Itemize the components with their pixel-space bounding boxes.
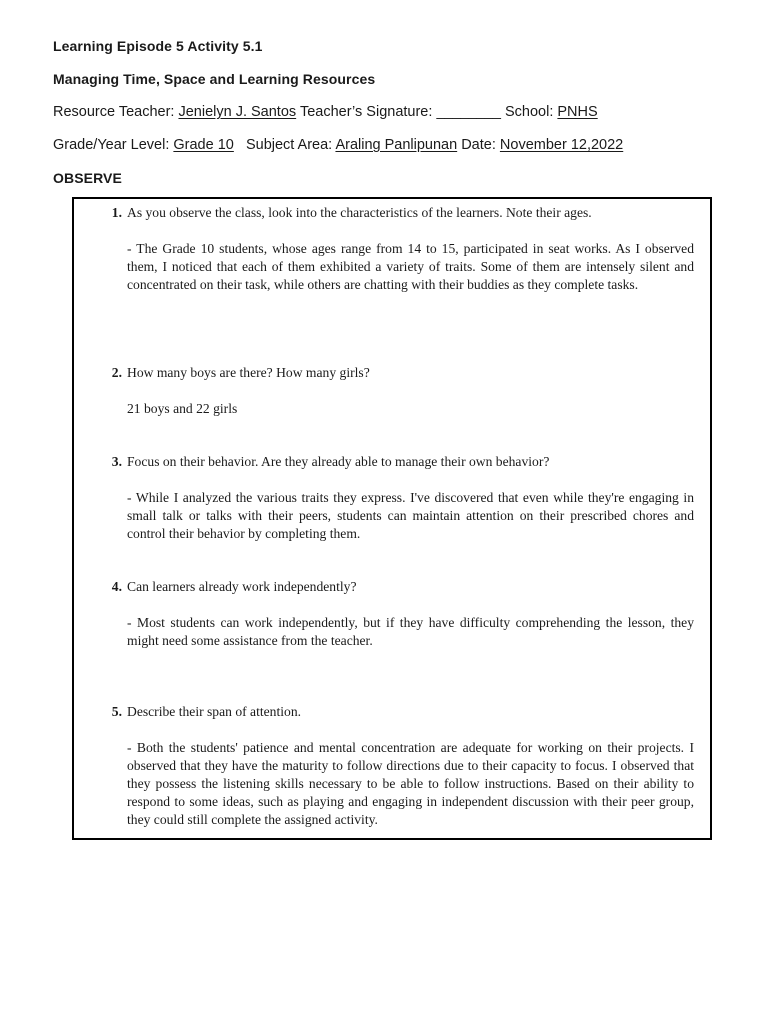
observation-item [111,204,694,294]
school-value: PNHS [557,104,598,120]
item-answer: - While I analyzed the various traits they express. I've discovered that even while they're engaging in small talk or talks with their peers, students can maintain attention on their prescribed chores and control their behavior by completing them. [127,490,694,541]
item-answer: - Both the students' patience and mental concentration are adequate for working on their projects. I observed that they have the maturity to follow directions due to their capacity to focus. I observed that they possess the listening skills necessary to be able to follow instructions. Based on their ability to respond to some ideas, such as playing and engaging in independent discussion with their peer group, they could still complete the assigned activity. [127,740,694,827]
subject-label: Subject Area: [245,137,333,153]
date-value: November 12,2022 [499,137,624,153]
resource-teacher-value: Jenielyn J. Santos [178,104,297,120]
item-question: Can learners already work independently? [127,579,357,594]
date-label: Date: [461,137,496,153]
item-answer: - Most students can work independently, but if they have difficulty comprehending the lesson, they might need some assistance from the teacher. [127,615,694,648]
item-number: 2. [111,365,122,380]
observation-box [72,197,712,840]
document-subtitle: Managing Time, Space and Learning Resources [53,71,376,87]
grade-label: Grade/Year Level: [53,137,170,153]
subject-value: Araling Panlipunan [335,137,458,153]
item-question: How many boys are there? How many girls? [127,365,370,380]
item-answer: 21 boys and 22 girls [127,401,238,416]
observation-item [111,453,694,543]
signature-label: Teacher’s Signature: [299,104,433,120]
observation-item [111,364,694,418]
grade-value: Grade 10 [173,137,234,153]
item-number: 4. [111,579,122,594]
observation-item [111,578,694,650]
item-number: 1. [111,205,122,220]
section-heading-observe: OBSERVE [53,170,122,186]
item-question: As you observe the class, look into the characteristics of the learners. Note their ages. [127,205,592,220]
resource-teacher-line [53,104,598,120]
item-answer: - The Grade 10 students, whose ages range from 14 to 15, participated in seat works. As I observed them, I noticed that each of them exhibited a variety of traits. Some of them are intensely silent and concentrated on their task, while others are chatting with their buddies as they complete tasks. [127,241,694,292]
item-number: 3. [111,454,122,469]
item-question: Focus on their behavior. Are they already able to manage their own behavior? [127,454,550,469]
observation-item [111,703,694,829]
resource-teacher-label: Resource Teacher: [53,104,175,120]
grade-subject-line [53,137,623,153]
episode-title: Learning Episode 5 Activity 5.1 [53,38,263,54]
school-label: School: [504,104,554,120]
item-number: 5. [111,704,122,719]
item-question: Describe their span of attention. [127,704,302,719]
signature-blank: ________ [436,104,501,120]
